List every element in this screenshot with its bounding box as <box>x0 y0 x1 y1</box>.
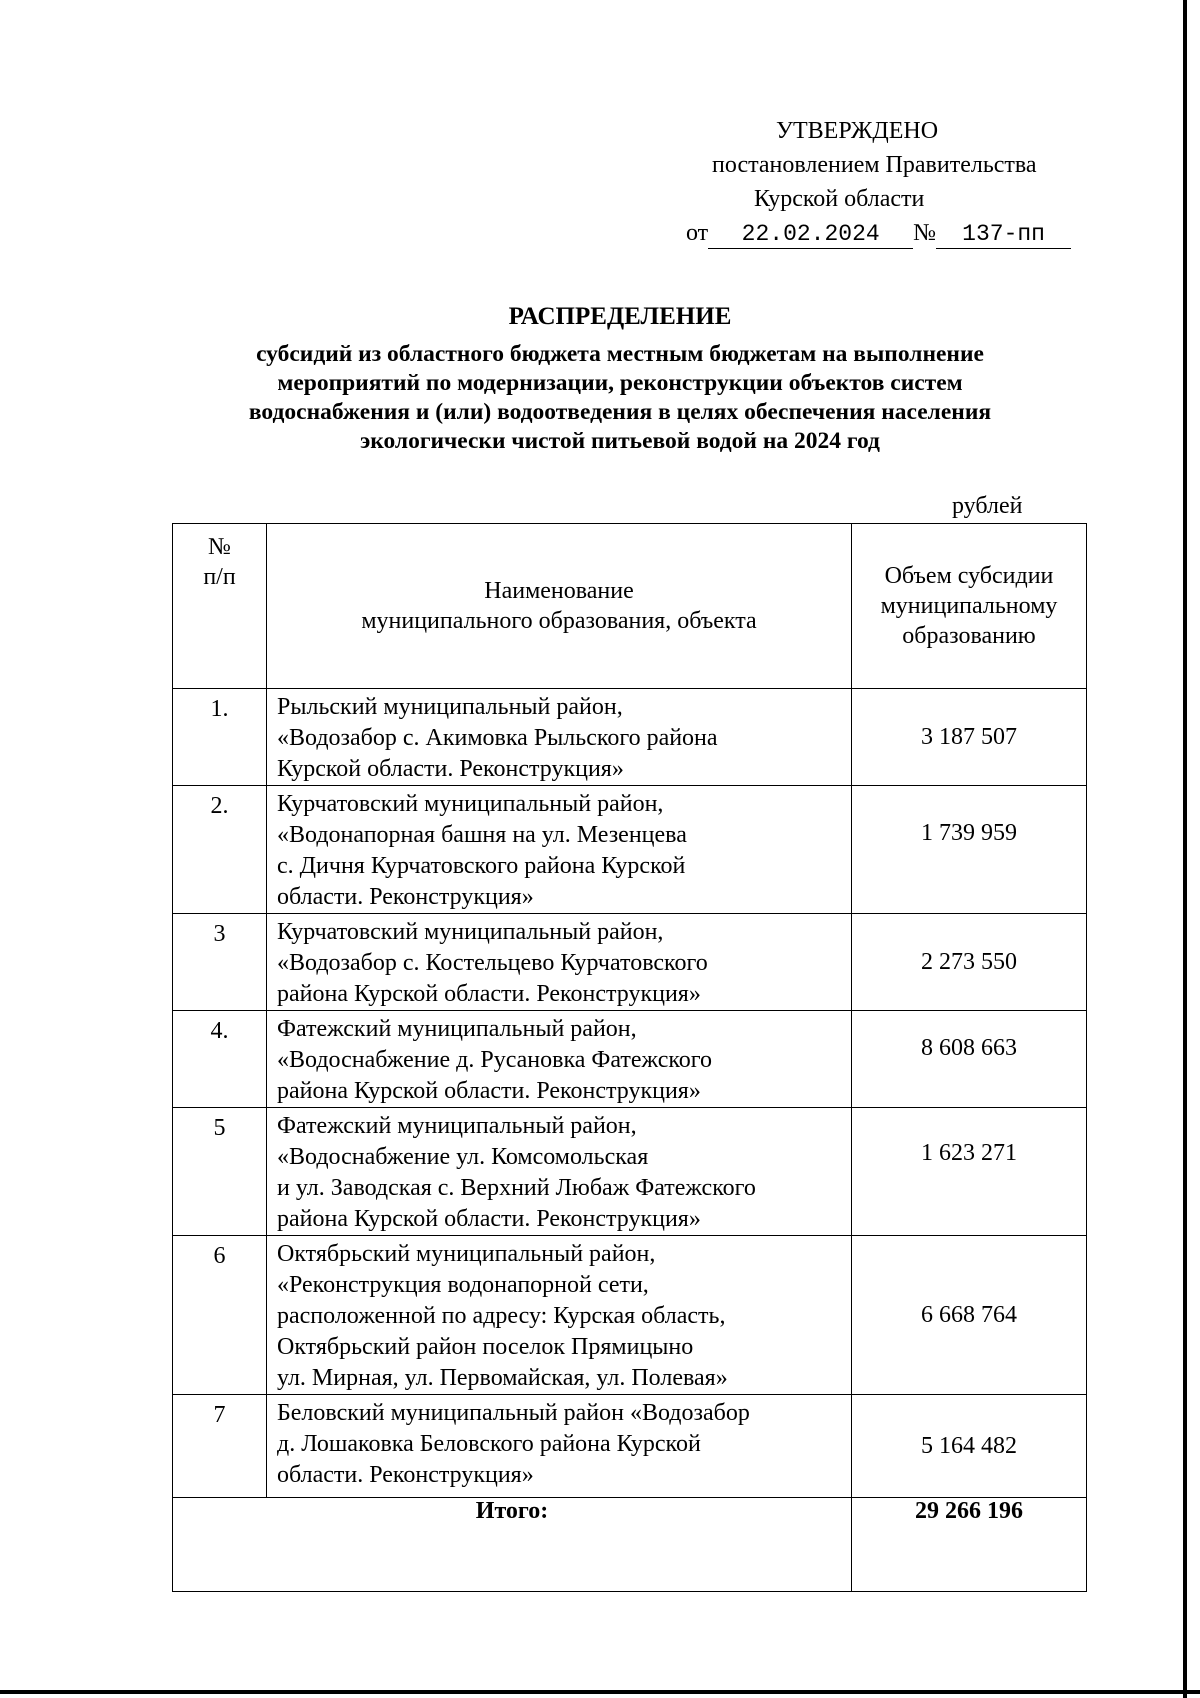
subtitle-line: субсидий из областного бюджета местным бюджетам на выполнение <box>256 341 984 367</box>
row-name: Беловский муниципальный район «Водозабор д. Лошаковка Беловского района Курской области. Реконструкция» <box>267 1395 852 1498</box>
approval-status: УТВЕРЖДЕНО <box>776 118 939 144</box>
row-number: 3 <box>173 914 267 1011</box>
approval-number: 137-пп <box>936 220 1071 249</box>
scan-border-bottom <box>0 1690 1200 1694</box>
table-row <box>173 689 1087 786</box>
row-amount: 1 623 271 <box>852 1108 1087 1236</box>
table-row <box>173 1236 1087 1395</box>
row-amount: 2 273 550 <box>852 914 1087 1011</box>
row-number: 5 <box>173 1108 267 1236</box>
table-row <box>173 786 1087 914</box>
table-row <box>173 1108 1087 1236</box>
header-amount: Объем субсидии муниципальному образованию <box>852 524 1087 689</box>
row-amount: 5 164 482 <box>852 1395 1087 1498</box>
subtitle-line: экологически чистой питьевой водой на 2024 год <box>360 428 880 454</box>
row-name: Фатежский муниципальный район, «Водоснабжение д. Русановка Фатежского района Курской области. Реконструкция» <box>267 1011 852 1108</box>
row-number: 2. <box>173 786 267 914</box>
subtitle-line: мероприятий по модернизации, реконструкции объектов систем <box>277 370 963 396</box>
total-label: Итого: <box>173 1498 852 1592</box>
document-subtitle <box>170 340 1070 456</box>
table-row <box>173 914 1087 1011</box>
currency-units: рублей <box>952 493 1023 519</box>
row-amount: 6 668 764 <box>852 1236 1087 1395</box>
row-name: Октябрьский муниципальный район, «Реконструкция водонапорной сети, расположенной по адресу: Курская область, Октябрьский район поселок Прямицыно ул. Мирная, ул. Первомайская, ул. Полевая» <box>267 1236 852 1395</box>
row-amount: 1 739 959 <box>852 786 1087 914</box>
row-name: Курчатовский муниципальный район, «Водонапорная башня на ул. Мезенцева с. Дичня Курчатовского района Курской области. Реконструкция» <box>267 786 852 914</box>
approval-issuer: постановлением Правительства <box>712 152 1037 178</box>
total-amount: 29 266 196 <box>852 1498 1087 1592</box>
table-total-row <box>173 1498 1087 1592</box>
table-row <box>173 1011 1087 1108</box>
approval-date-number <box>686 217 1071 250</box>
subtitle-line: водоснабжения и (или) водоотведения в целях обеспечения населения <box>248 399 992 425</box>
row-number: 7 <box>173 1395 267 1498</box>
row-name: Фатежский муниципальный район, «Водоснабжение ул. Комсомольская и ул. Заводская с. Верхний Любаж Фатежского района Курской области. Реконструкция» <box>267 1108 852 1236</box>
row-amount: 3 187 507 <box>852 689 1087 786</box>
header-number: № п/п <box>173 524 267 689</box>
approval-region: Курской области <box>754 186 925 212</box>
approval-number-label: № <box>913 220 937 246</box>
row-number: 4. <box>173 1011 267 1108</box>
approval-date: 22.02.2024 <box>708 220 913 249</box>
row-number: 1. <box>173 689 267 786</box>
scan-border-right <box>1183 0 1187 1698</box>
approval-from-label: от <box>686 220 709 246</box>
header-name: Наименование муниципального образования, объекта <box>267 524 852 689</box>
subsidy-table <box>172 523 1087 1592</box>
row-name: Курчатовский муниципальный район, «Водозабор с. Костельцево Курчатовского района Курской области. Реконструкция» <box>267 914 852 1011</box>
document-title: РАСПРЕДЕЛЕНИЕ <box>508 303 732 330</box>
row-amount: 8 608 663 <box>852 1011 1087 1108</box>
table-header-row <box>173 524 1087 689</box>
row-name: Рыльский муниципальный район, «Водозабор с. Акимовка Рыльского района Курской области. Реконструкция» <box>267 689 852 786</box>
table-row <box>173 1395 1087 1498</box>
row-number: 6 <box>173 1236 267 1395</box>
